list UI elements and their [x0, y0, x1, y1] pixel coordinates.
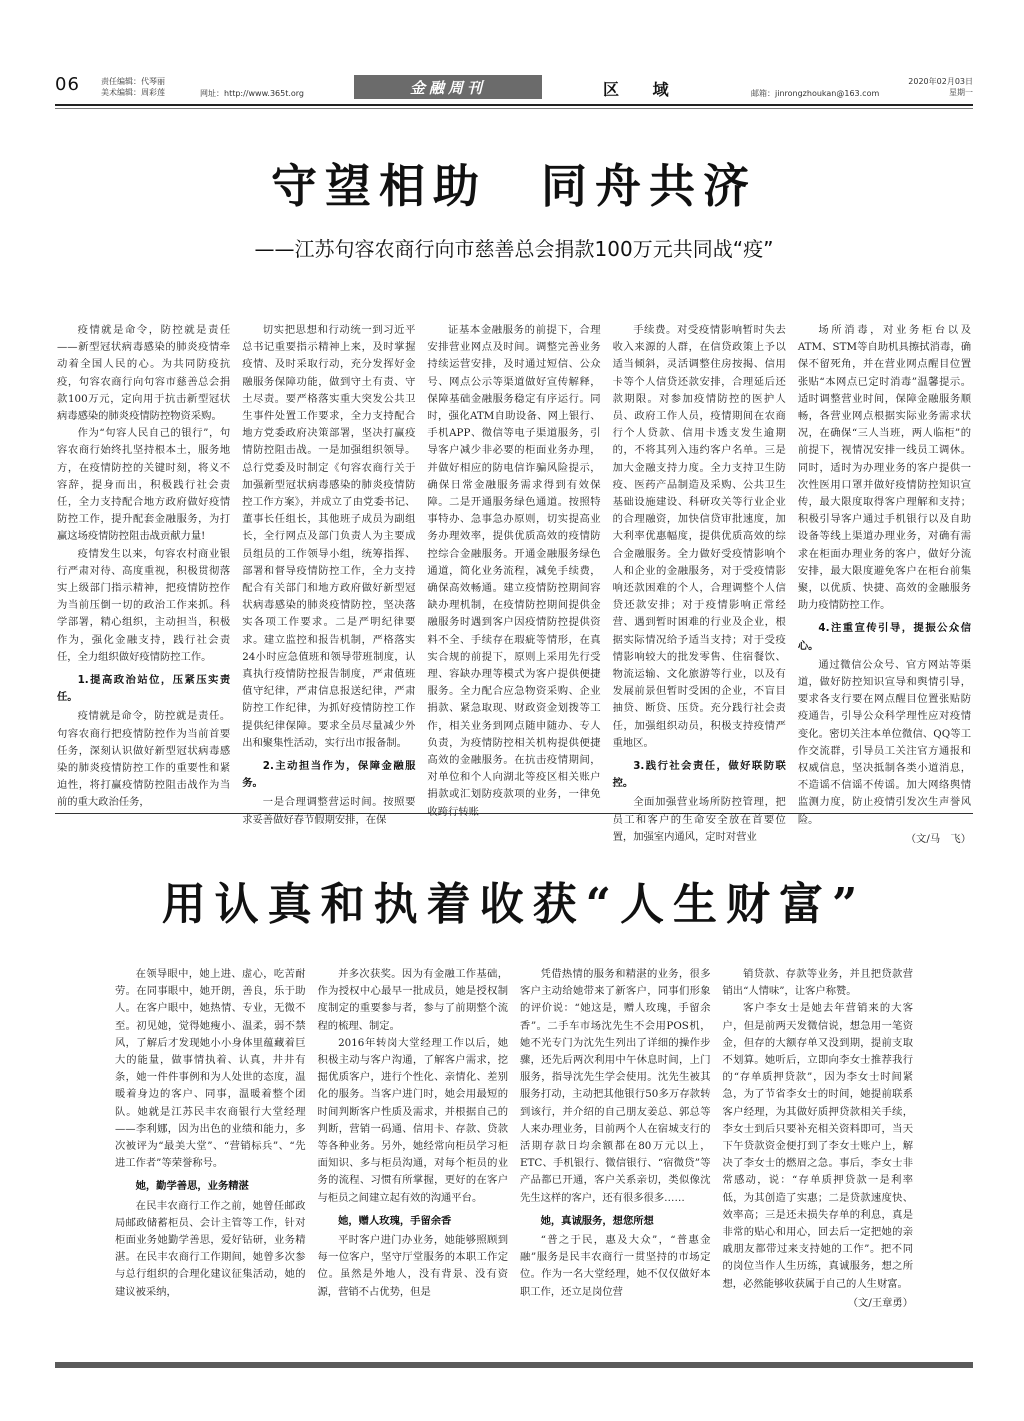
paragraph: 凭借热情的服务和精湛的业务，很多客户主动给她带来了新客户，同事们形象的评价说：“她这是，赠人玫瑰，手留余香”。二手车市场沈先生不会用POS机，她不光专门为沈先生列出了详细的操作步骤，还先后两次利用中午休息时间，上门服务，指导沈先生学会使用。沈先生被其服务打动，主动把其他银行50多万存款转到该行，并介绍的自己朋友姜总、郭总等人来办理业务，目前两个人在宿城支行的活期存款日均余额都在80万元以上，ETC、手机银行、微信银行、“宿微贷”等产品都已开通，客户关系亲切，类似像沈先生这样的客户，还有很多很多……	[520, 968, 711, 1204]
paragraph: 切实把思想和行动统一到习近平总书记重要指示精神上来，及时掌握疫情、及时采取行动，充分发挥好金融服务保障功能，做到守土有责、守土尽责。要严格落实重大突发公共卫生事件处置工作要求，全力支持配合地方党委政府决策部署，坚决打赢疫情防控阻击战。一是加强组织领导。总行党委及时制定《句容农商行关于加强新型冠状病毒感染的肺炎疫情防控工作方案》，并成立了由党委书记、董事长任组长，其他班子成员为副组长，全行网点及部门负责人为主要成员组员的工作领导小组，统筹指挥、部署和督导疫情防控工作，全力支持配合有关部门和地方政府做好新型冠状病毒感染的肺炎疫情防控，坚决落实各项工作要求。二是严明纪律要求。建立监控和报告机制，严格落实24小时应急值班和领导带班制度，认真执行疫情防控报告制度，严肃值班值守纪律，严肃信息报送纪律，严肃防控工作纪律，为抓好疫情防控工作提供纪律保障。要求全员尽量减少外出和聚集性活动，实行出市报备制。	[242, 324, 416, 749]
email-address[interactable]: 邮箱：jinrongzhoukan@163.com	[751, 89, 880, 98]
article1-column	[797, 322, 972, 845]
paper-name-banner: 金融周刊	[354, 75, 542, 99]
section-heading: 2.主动担当作为，保障金融服务。	[242, 760, 416, 790]
designer-name: 美术编辑：周彩莲	[101, 88, 165, 97]
paragraph: 证基本金融服务的前提下，合理安排营业网点及时间。调整完善业务持续运营安排，及时通过短信、公众号、网点公示等渠道做好宣传解释，保障基础金融服务稳定有序运行。同时，强化ATM自助设备、网上银行、手机APP、微信等电子渠道服务，引导客户减少非必要的柜面业务办理，并做好相应的防电信诈骗风险提示，确保日常金融服务需求得到有效保障。二是开通服务绿色通道。按照特事特办、急事急办原则，切实提高业务办理效率，提供优质高效的疫情防控综合金融服务。开通金融服务绿色通道，简化业务流程，减免手续费，确保高效畅通。建立疫情防控期间容缺办理机制，在疫情防控期间提供金融服务时遇到客户因疫情防控提供资料不全、手续存在瑕疵等情形，在真实合规的前提下，原则上采用先行受理、容缺办理等模式为客户提供便捷服务。全力配合应急物资采购、企业捐款、紧急取现、财政资金划拨等工作，相关业务到网点随申随办、专人负责，为疫情防控相关机构提供便捷高效的金融服务。在抗击疫情期间，对单位和个人向湖北等疫区相关账户捐款或汇划防疫款项的业务，一律免收跨行转账	[427, 324, 601, 818]
paragraph: 在领导眼中，她上进、虚心，吃苦耐劳。在同事眼中，她开朗，善良，乐于助人。在客户眼中，她热情、专业，无微不至。初见她，觉得她瘦小、温柔，弱不禁风，了解后才发现她小小身体里蕴藏着巨大的能量，做事情执着、认真，井井有条，她一件件事例和为人处世的态度，温暖着身边的客户、同事，温暖着整个团队。她就是江苏民丰农商银行大堂经理——李利娜，因为出色的业绩和能力，多次被评为“最美大堂”、“营销标兵”、“先进工作者”等荣誉称号。	[115, 968, 306, 1170]
editor-name: 责任编辑：代琴丽	[101, 77, 165, 86]
paragraph: 作为“句容人民自己的银行”，句容农商行始终扎坚持根本土，服务地方，在疫情防控的关键时刻，将义不容辞，提身而出，积极践行社会责任，全力支持配合地方政府做好疫情防控工作，提升配套金融服务，为打赢这场疫情防控阻击战贡献力量!	[57, 427, 231, 543]
paragraph: 手续费。对受疫情影响暂时失去收入来源的人群，在信贷政策上予以适当倾斜，灵活调整住房按揭、信用卡等个人信贷还款安排，合理延后还款期限。对参加疫情防控的医护人员、政府工作人员，疫情期间在农商行个人贷款、信用卡透支发生逾期的，不将其列入违约客户名单。三是加大金融支持力度。全力支持卫生防疫、医药产品制造及采购、公共卫生基础设施建设、科研攻关等行业企业的合理融资，加快信贷审批速度，加大利率优惠幅度，提供优质高效的综合金融服务。全力做好受疫情影响个人和企业的金融服务，对于受疫情影响还款困难的个人，合理调整个人信贷还款安排；对于疫情影响正常经营、遇到暂时困难的行业及企业，根据实际情况给予适当支持；对于受疫情影响较大的批发零售、住宿餐饮、物流运输、文化旅游等行业，以及有发展前景但暂时受困的企业，不盲目抽贷、断贷、压贷。充分践行社会责任，加强组织动员，积极支持疫情严重地区。	[612, 324, 786, 749]
byline: （文/马 飞）	[905, 832, 972, 845]
article2-column	[520, 966, 711, 1316]
issue-date	[908, 76, 973, 98]
article2-body	[115, 966, 913, 1316]
section-heading: 1.提高政治站位，压紧压实责任。	[57, 674, 231, 704]
paragraph: 通过微信公众号、官方网站等渠道，做好防控知识宣导和舆情引导，要求各支行要在网点醒目位置张贴防疫通告，引导公众科学理性应对疫情变化。密切关注本单位微信、QQ等工作交流群，引导员工关注官方通报和权威信息，坚决抵制各类小道消息，不造谣不信谣不传谣。加大网络舆情监测力度，防止疫情引发次生声誉风险。	[797, 658, 972, 826]
article1-title: 守望相助 同舟共济	[271, 159, 757, 213]
page-number: 06	[55, 74, 80, 95]
masthead-rule-thin	[55, 108, 973, 109]
section-heading: 她，真诚服务，想您所想	[540, 1214, 654, 1227]
article2-title: 用认真和执着收获“人生财富”	[161, 879, 867, 930]
paragraph: 并多次获奖。因为有金融工作基础，作为授权中心最早一批成员，她是授权制度制定的重要参与者，参与了前期整个流程的梳理、制定。	[317, 968, 508, 1032]
article1-column	[427, 322, 601, 818]
article2-column	[115, 966, 306, 1316]
article1-column	[242, 322, 416, 826]
article1-body	[57, 322, 972, 845]
masthead-rule	[55, 104, 973, 106]
date-text: 2020年02月03日	[908, 77, 973, 86]
article-divider	[55, 813, 973, 814]
paragraph: 2016年转岗大堂经理工作以后，她积极主动与客户沟通，了解客户需求，挖掘优质客户，进行个性化、亲情化、差别化的服务。当客户进门时，她会用最短的时间判断客户性质及需求，并根据自己的判断，营销一码通、信用卡、存款、贷款等各种业务。另外，她经常向柜员学习柜面知识、多与柜员沟通，对每个柜员的业务的流程、习惯有所掌握，更好的在客户与柜员之间建立起有效的沟通平台。	[317, 1036, 508, 1204]
section-heading: 3.践行社会责任，做好联防联控。	[612, 760, 786, 790]
byline: （文/王章勇）	[847, 1296, 913, 1309]
bottom-bar	[55, 1362, 973, 1368]
website-url[interactable]: 网址：http://www.365t.org	[200, 89, 305, 98]
article1-subtitle: ——江苏句容农商行向市慈善总会捐款100万元共同战“疫”	[254, 237, 774, 261]
paragraph: 在民丰农商行工作之前，她曾任邮政局邮政储蓄柜员、会计主管等工作，针对柜面业务她勤学善思，爱好钻研，业务精湛。在民丰农商行工作期间，她曾多次参与总行组织的合理化建议征集活动，她的建议被采纳，	[115, 1199, 306, 1298]
article1-column	[612, 322, 786, 843]
section-heading: 她，勤学善思，业务精湛	[135, 1180, 249, 1193]
article2-column	[318, 966, 509, 1316]
masthead	[55, 72, 973, 104]
paragraph: 全面加强营业场所防控管理，把员工和客户的生命安全放在首要位置，加强室内通风，定时对营业	[612, 796, 786, 843]
paragraph: 客户李女士是她去年营销来的大客户，但是前两天发微信说，想急用一笔资金，但存的大额存单又没到期，提前支取不划算。她听后，立即向李女士推荐我行的“存单质押贷款”，因为李女士时间紧急，为了节省李女士的时间，她提前联系客户经理，为其做好质押贷款相关手续，李女士到后只要补充相关资料即可，当天下午贷款资金便打到了李女士账户上，解决了李女士的燃眉之急。事后，李女士非常感动，说：“存单质押贷款一是利率低，为其创造了实惠；二是贷款速度快、效率高；三是还未损失存单的利息，真是非常的贴心和用心，回去后一定把她的亲戚朋友都带过来支持她的工作”。把不同的岗位当作人生历练，真诚服务，想之所想，必然能够收获属于自己的人生财富。	[722, 1002, 913, 1290]
paragraph: 疫情就是命令，防控就是责任——新型冠状病毒感染的肺炎疫情牵动着全国人民的心。为共同防疫抗疫，句容农商行向句容市慈善总会捐款100万元，定向用于抗击新型冠状病毒感染的肺炎疫情防控物资采购。	[57, 324, 231, 423]
paragraph: 疫情发生以来，句容农村商业银行严肃对待、高度重视，积极贯彻落实上级部门指示精神，把疫情防控作为当前压倒一切的政治工作来抓。科学部署，精心组织，主动担当，积极作为，强化金融支持，践行社会责任，全力组织做好疫情防控工作。	[57, 547, 231, 663]
paragraph: 平时客户进门办业务，她能够照顾到每一位客户，坚守厅堂服务的本职工作定位。虽然是外地人，没有背景、没有资源，营销不占优势，但是	[317, 1234, 508, 1298]
article2-column	[723, 966, 914, 1316]
paragraph: 销贷款、存款等业务，并且把贷款营销出“人情味”，让客户称赞。	[722, 968, 913, 998]
article1-column	[57, 322, 231, 809]
section-heading: 她，赠人玫瑰，手留余香	[338, 1214, 452, 1227]
editor-credits	[101, 76, 165, 98]
section-name: 区 域	[603, 80, 683, 99]
section-heading: 4.注重宣传引导，提振公众信心。	[797, 622, 972, 652]
paragraph: 疫情就是命令，防控就是责任。句容农商行把疫情防控作为当前首要任务，深刻认识做好新型冠状病毒感染的肺炎疫情防控工作的重要性和紧迫性，将打赢疫情防控阻击战作为当前的重大政治任务，	[57, 710, 231, 809]
paragraph: 一是合理调整营运时间。按照要求妥善做好春节假期安排，在保	[242, 796, 416, 826]
paragraph: 场所消毒，对业务柜台以及ATM、STM等自助机具擦拭消毒，确保不留死角，并在营业网点醒目位置张贴“本网点已定时消毒”温馨提示。适时调整营业时间，保障金融服务顺畅，各营业网点根据实际业务需求状况，在确保“三人当班，两人临柜”的前提下，视情况安排一线员工调休。同时，适时为办理业务的客户提供一次性医用口罩并做好疫情防控知识宣传，最大限度取得客户理解和支持；积极引导客户通过手机银行以及自助设备等线上渠道办理业务，对确有需求在柜面办理业务的客户，做好分流安排，最大限度避免客户在柜台前集聚，以优质、快捷、高效的金融服务助力疫情防控工作。	[797, 324, 972, 612]
weekday-text: 星期一	[949, 88, 973, 97]
paragraph: “普之于民，惠及大众”，“普惠金融”服务是民丰农商行一贯坚持的市场定位。作为一名大堂经理，她不仅仅做好本职工作，还立足岗位营	[520, 1234, 711, 1298]
